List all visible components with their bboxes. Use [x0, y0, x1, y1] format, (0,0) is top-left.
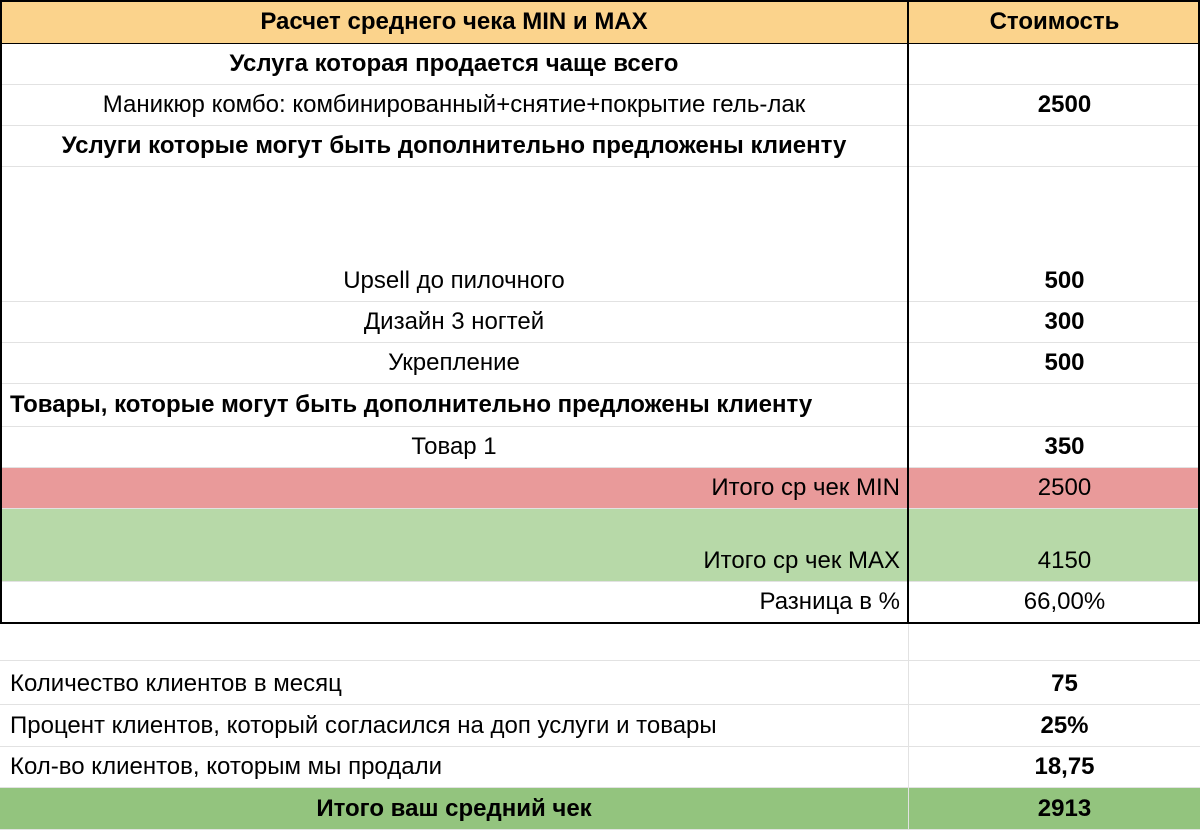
average-check-value[interactable]: 2913	[908, 788, 1200, 830]
stats-row	[0, 705, 1200, 747]
product-name-cell[interactable]: Товар 1	[0, 427, 908, 468]
average-check-label[interactable]: Итого ваш средний чек	[0, 788, 908, 830]
empty-cell[interactable]	[0, 623, 908, 661]
table-border-bottom	[0, 622, 1200, 624]
value-cell[interactable]	[908, 126, 1200, 167]
header-title-cell[interactable]: Расчет среднего чека MIN и MAX	[0, 0, 908, 44]
table-border-top	[0, 0, 1200, 2]
table-border-left	[0, 0, 2, 623]
average-check-row	[0, 788, 1200, 830]
service-cost-cell[interactable]: 2500	[908, 85, 1200, 126]
section-title-cell[interactable]: Услуга которая продается чаще всего	[0, 44, 908, 85]
value-cell[interactable]	[908, 44, 1200, 85]
difference-label[interactable]: Разница в %	[0, 582, 908, 623]
service-name-cell[interactable]: Укрепление	[0, 343, 908, 384]
service-name-cell[interactable]: Маникюр комбо: комбинированный+снятие+покрытие гель-лак	[0, 85, 908, 126]
total-min-row	[0, 468, 1200, 509]
clients-sold-label[interactable]: Кол-во клиентов, которым мы продали	[0, 747, 908, 788]
total-min-label[interactable]: Итого ср чек MIN	[0, 468, 908, 509]
value-cell[interactable]	[908, 384, 1200, 427]
header-cost-cell[interactable]: Стоимость	[908, 0, 1200, 44]
percent-agreed-value[interactable]: 25%	[908, 705, 1200, 747]
table-row	[0, 343, 1200, 384]
table-row	[0, 384, 1200, 427]
service-cost-cell[interactable]: 500	[908, 167, 1200, 302]
stats-row	[0, 747, 1200, 788]
service-name-cell[interactable]: Upsell до пилочного	[0, 167, 908, 302]
clients-per-month-value[interactable]: 75	[908, 661, 1200, 705]
table-row	[0, 126, 1200, 167]
table-row	[0, 44, 1200, 85]
percent-agreed-label[interactable]: Процент клиентов, который согласился на доп услуги и товары	[0, 705, 908, 747]
table-row	[0, 167, 1200, 302]
clients-per-month-label[interactable]: Количество клиентов в месяц	[0, 661, 908, 705]
header-row	[0, 0, 1200, 44]
table-row	[0, 302, 1200, 343]
total-max-label[interactable]: Итого ср чек MAX	[0, 509, 908, 582]
difference-value[interactable]: 66,00%	[908, 582, 1200, 623]
service-cost-cell[interactable]: 300	[908, 302, 1200, 343]
column-divider	[907, 0, 909, 623]
section-title-cell[interactable]: Услуги которые могут быть дополнительно предложены клиенту	[0, 126, 908, 167]
empty-cell[interactable]	[908, 623, 1200, 661]
service-cost-cell[interactable]: 500	[908, 343, 1200, 384]
clients-sold-value[interactable]: 18,75	[908, 747, 1200, 788]
product-cost-cell[interactable]: 350	[908, 427, 1200, 468]
total-max-value[interactable]: 4150	[908, 509, 1200, 582]
total-max-row	[0, 509, 1200, 582]
stats-row	[0, 661, 1200, 705]
service-name-cell[interactable]: Дизайн 3 ногтей	[0, 302, 908, 343]
total-min-value[interactable]: 2500	[908, 468, 1200, 509]
section-title-cell[interactable]: Товары, которые могут быть дополнительно предложены клиенту	[0, 384, 908, 427]
difference-row	[0, 582, 1200, 623]
table-row	[0, 85, 1200, 126]
table-row	[0, 427, 1200, 468]
empty-row	[0, 623, 1200, 661]
